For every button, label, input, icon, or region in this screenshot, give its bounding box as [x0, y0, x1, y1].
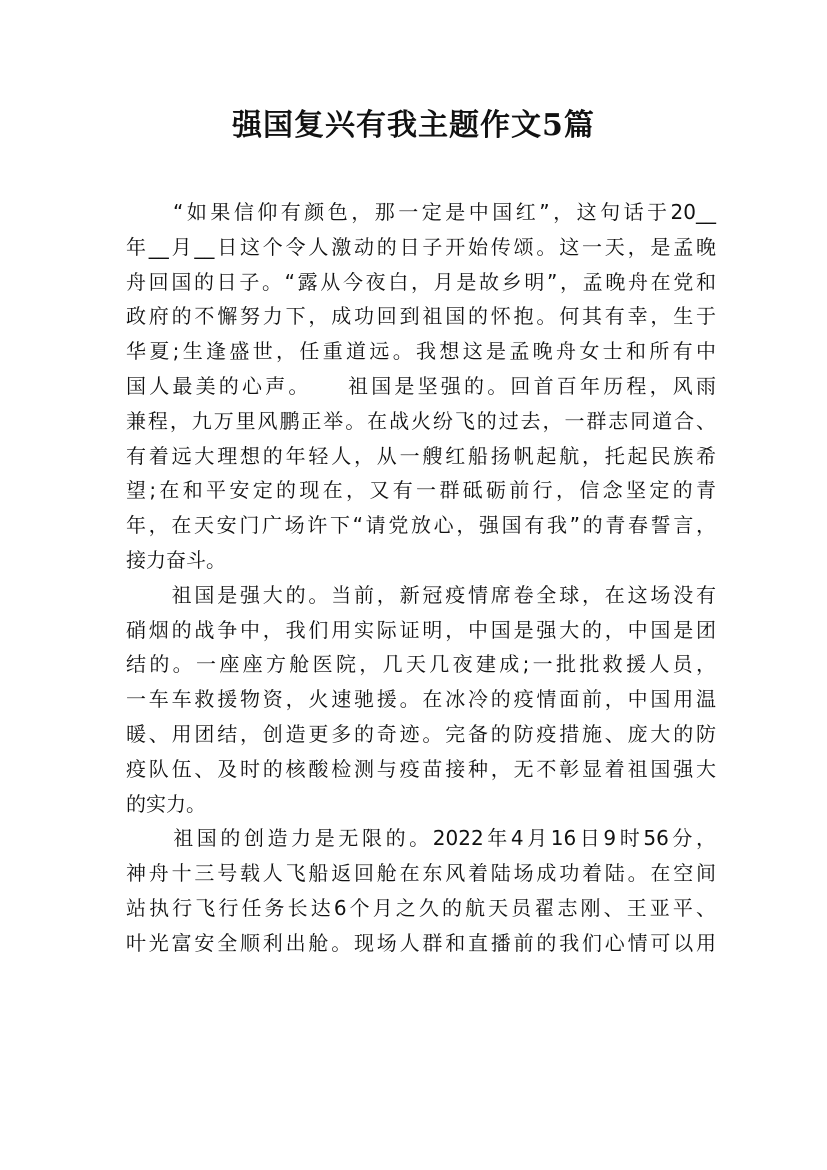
text-line: 有着远大理想的年轻人，从一艘红船扬帆起航，托起民族希: [126, 443, 716, 468]
text-line: 的实力。: [126, 791, 206, 816]
text-line: 年__月__日这个令人激动的日子开始传颂。这一天，是孟晚: [126, 234, 716, 259]
text-line: 一车车救援物资，火速驰援。在冰冷的疫情面前，中国用温: [126, 687, 716, 712]
text-line: 站执行飞行任务长达6个月之久的航天员翟志刚、王亚平、: [126, 895, 716, 920]
text-line: 结的。一座座方舱医院，几天几夜建成;一批批救援人员，: [126, 652, 716, 677]
text-line: 暖、用团结，创造更多的奇迹。完备的防疫措施、庞大的防: [126, 721, 716, 746]
text-line: 硝烟的战争中，我们用实际证明，中国是强大的，中国是团: [126, 617, 716, 642]
text-line: 神舟十三号载人飞船返回舱在东风着陆场成功着陆。在空间: [126, 861, 716, 886]
document-body: [126, 195, 716, 961]
text-line: 政府的不懈努力下，成功回到祖国的怀抱。何其有幸，生于: [126, 304, 716, 329]
document-title: 强国复兴有我主题作文5篇: [232, 108, 595, 143]
text-line: 望;在和平安定的现在，又有一群砥砺前行，信念坚定的青: [126, 478, 716, 503]
text-line: 接力奋斗。: [126, 547, 226, 572]
paragraph-3: [126, 821, 716, 960]
text-line: “如果信仰有颜色，那一定是中国红”，这句话于20__: [126, 200, 716, 224]
paragraph-1: [126, 195, 716, 578]
text-line: 国人最美的心声。 祖国是坚强的。回首百年历程，风雨: [126, 373, 716, 398]
text-line: 祖国的创造力是无限的。2022年4月16日9时56分，: [126, 826, 716, 851]
text-line: 华夏;生逢盛世，任重道远。我想这是孟晚舟女士和所有中: [126, 339, 716, 364]
text-line: 年，在天安门广场许下“请党放心，强国有我”的青春誓言，: [126, 513, 716, 538]
text-line: 兼程，九万里风鹏正举。在战火纷飞的过去，一群志同道合、: [126, 408, 716, 433]
text-line: 祖国是强大的。当前，新冠疫情席卷全球，在这场没有: [126, 582, 716, 607]
paragraph-2: [126, 578, 716, 822]
text-line: 舟回国的日子。“露从今夜白，月是故乡明”，孟晚舟在党和: [126, 269, 716, 294]
text-line: 叶光富安全顺利出舱。现场人群和直播前的我们心情可以用: [126, 930, 716, 955]
text-line: 疫队伍、及时的核酸检测与疫苗接种，无不彰显着祖国强大: [126, 756, 716, 781]
